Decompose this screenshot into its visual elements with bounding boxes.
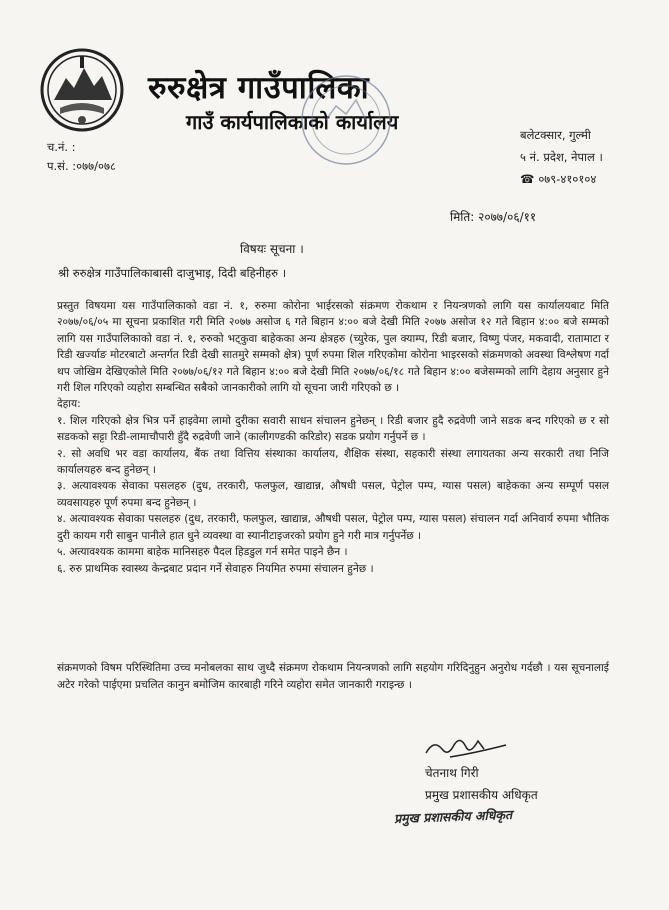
letter-body [57, 298, 609, 577]
address-line-2: ५ नं. प्रदेश, नेपाल । [520, 150, 603, 164]
list-item: ६. रुरु प्राथमिक स्वास्थ्य केन्द्रबाट प्रदान गर्ने सेवाहरु नियमित रुपमा संचालन हुनेछ । [57, 562, 374, 575]
reference-numbers [47, 138, 116, 176]
municipality-title: रुरुक्षेत्र गाउँपालिका [148, 70, 370, 106]
office-address [520, 124, 603, 190]
letter-subject: विषयः सूचना । [240, 242, 304, 256]
signer-name: चेतनाथ गिरी [425, 766, 479, 780]
list-item: २. सो अवधि भर वडा कार्यालय, बैंक तथा वित्तिय संस्थाका कार्यालय, शैक्षिक संस्था, सहकारी संस्था लगायतका अन्य सरकारी तथा निजि कार्यालयहरु बन्द हुनेछन् । [57, 447, 609, 477]
phone-line [520, 168, 603, 190]
nepal-emblem-icon [40, 48, 124, 132]
list-heading: देहाय: [57, 398, 81, 411]
designation-stamp: प्रमुख प्रशासकीय अधिकृत [393, 806, 513, 827]
phone-number: ०७९-४१०१०४ [538, 172, 597, 186]
list-item: ४. अत्यावश्यक सेवाका पसलहरु (दुध, तरकारी, फलफुल, खाद्यान्न, औषधी पसल, पेट्रोल पम्प, ग्यास पसल) संचालन गर्दा अनिवार्य रुपमा भौतिक दुरी कायम गरी साबुन पानीले हात धुने व्यवस्था वा स्यानीटाइजरको प्रयोग हुने गरी मात्र गर्नुपर्नेछ । [57, 513, 609, 542]
intro-paragraph: प्रस्तुत विषयमा यस गाउँपालिकाको वडा नं. १, रुरुमा कोरोना भाईरसको संक्रमण रोकथाम र नियन्त्रणको लागि यस कार्यालयबाट मिति २०७७/०६/०५ मा सूचना प्रकाशित गरी मिति २०७७ असोज ६ गते बिहान ४:०० बजे देखी मिति २०७७ असोज १२ गते बिहान ४:०० बजे सम्मको लागि यस गाउँपालिकाको वडा नं. १, रुरुको भट्कुवा बाहेकका अन्य क्षेत्रहरु (च्युरेक, पुल क्याम्प, रिडी बजार, विष्णु पंजर, मकवादी, रातामाटा र रिडी खर्ज्याङ मोटरबाटो अन्तर्गत रिडी देखी सातमुरे सम्मको क्षेत्र) पूर्ण रुपमा शिल गरिएकोमा कोरोना भाइरसको संक्रमणको अवस्था विश्लेषण गर्दा थप जोखिम देखिएकोले मिति २०७७/०६/१२ गते बिहान ४:०० बजे देखी मिति २०७७/०६/१८ गते बिहान ४:०० बजेसम्मको लागि देहाय अनुसार हुने गरी शिल गरिएको व्यहोरा सम्बन्धित सबैको जानकारीको लागि यो सूचना जारी गरिएको छ । [57, 300, 609, 395]
signer-designation: प्रमुख प्रशासकीय अधिकृत [425, 788, 538, 802]
ref-no: च.नं. : [47, 140, 76, 154]
office-subtitle: गाउँ कार्यपालिकाको कार्यालय [186, 110, 399, 134]
order-list [57, 413, 609, 577]
signer-block [425, 762, 538, 806]
office-stamp-icon [296, 70, 396, 170]
fiscal-year: प.सं. :०७७/०७८ [47, 159, 116, 173]
letter-salutation: श्री रुरुक्षेत्र गाउँपालिकाबासी दाजुभाइ, दिदी बहिनीहरु । [58, 266, 287, 280]
handwritten-signature [420, 727, 510, 763]
telephone-icon: ☎ [520, 172, 535, 186]
list-item: ३. अत्यावश्यक सेवाका पसलहरु (दुध, तरकारी, फलफुल, खाद्यान्न, औषधी पसल, पेट्रोल पम्प, ग्यास पसल) बाहेकका अन्य सम्पूर्ण पसल व्यवसायहरु पूर्ण रुपमा बन्द हुनेछन् । [57, 480, 609, 509]
closing-paragraph: संक्रमणको विषम परिस्थितिमा उच्च मनोबलका साथ जुध्दै संक्रमण रोकथाम नियन्त्रणको लागि सहयोग गरिदिनुहुन अनुरोध गर्दछौ । यस सूचनालाई अटेर गरेको पाईएमा प्रचलित कानुन बमोजिम कारबाही गरिने व्यहोरा समेत जानकारी गराइन्छ । [57, 662, 609, 691]
list-item: ५. अत्यावश्यक काममा बाहेक मानिसहरु पैदल हिडडुल गर्न समेत पाइने छैन । [57, 546, 348, 559]
letter-date: मिति: २०७७/०६/११ [450, 210, 537, 224]
address-line-1: बलेटक्सार, गुल्मी [520, 128, 591, 142]
list-item: १. शिल गरिएको क्षेत्र भित्र पर्ने हाइवेमा लामो दुरीका सवारी साधन संचालन हुनेछन् । रिडी बजार हुदै रुद्रवेणी जाने सडक बन्द गरिएको छ र सो सडकको सट्टा रिडी-लामाचौपारी हुँदै रुद्रवेणी जाने (कालीगण्डकी करिडोर) सडक प्रयोग गर्नुपर्ने छ । [57, 414, 609, 444]
